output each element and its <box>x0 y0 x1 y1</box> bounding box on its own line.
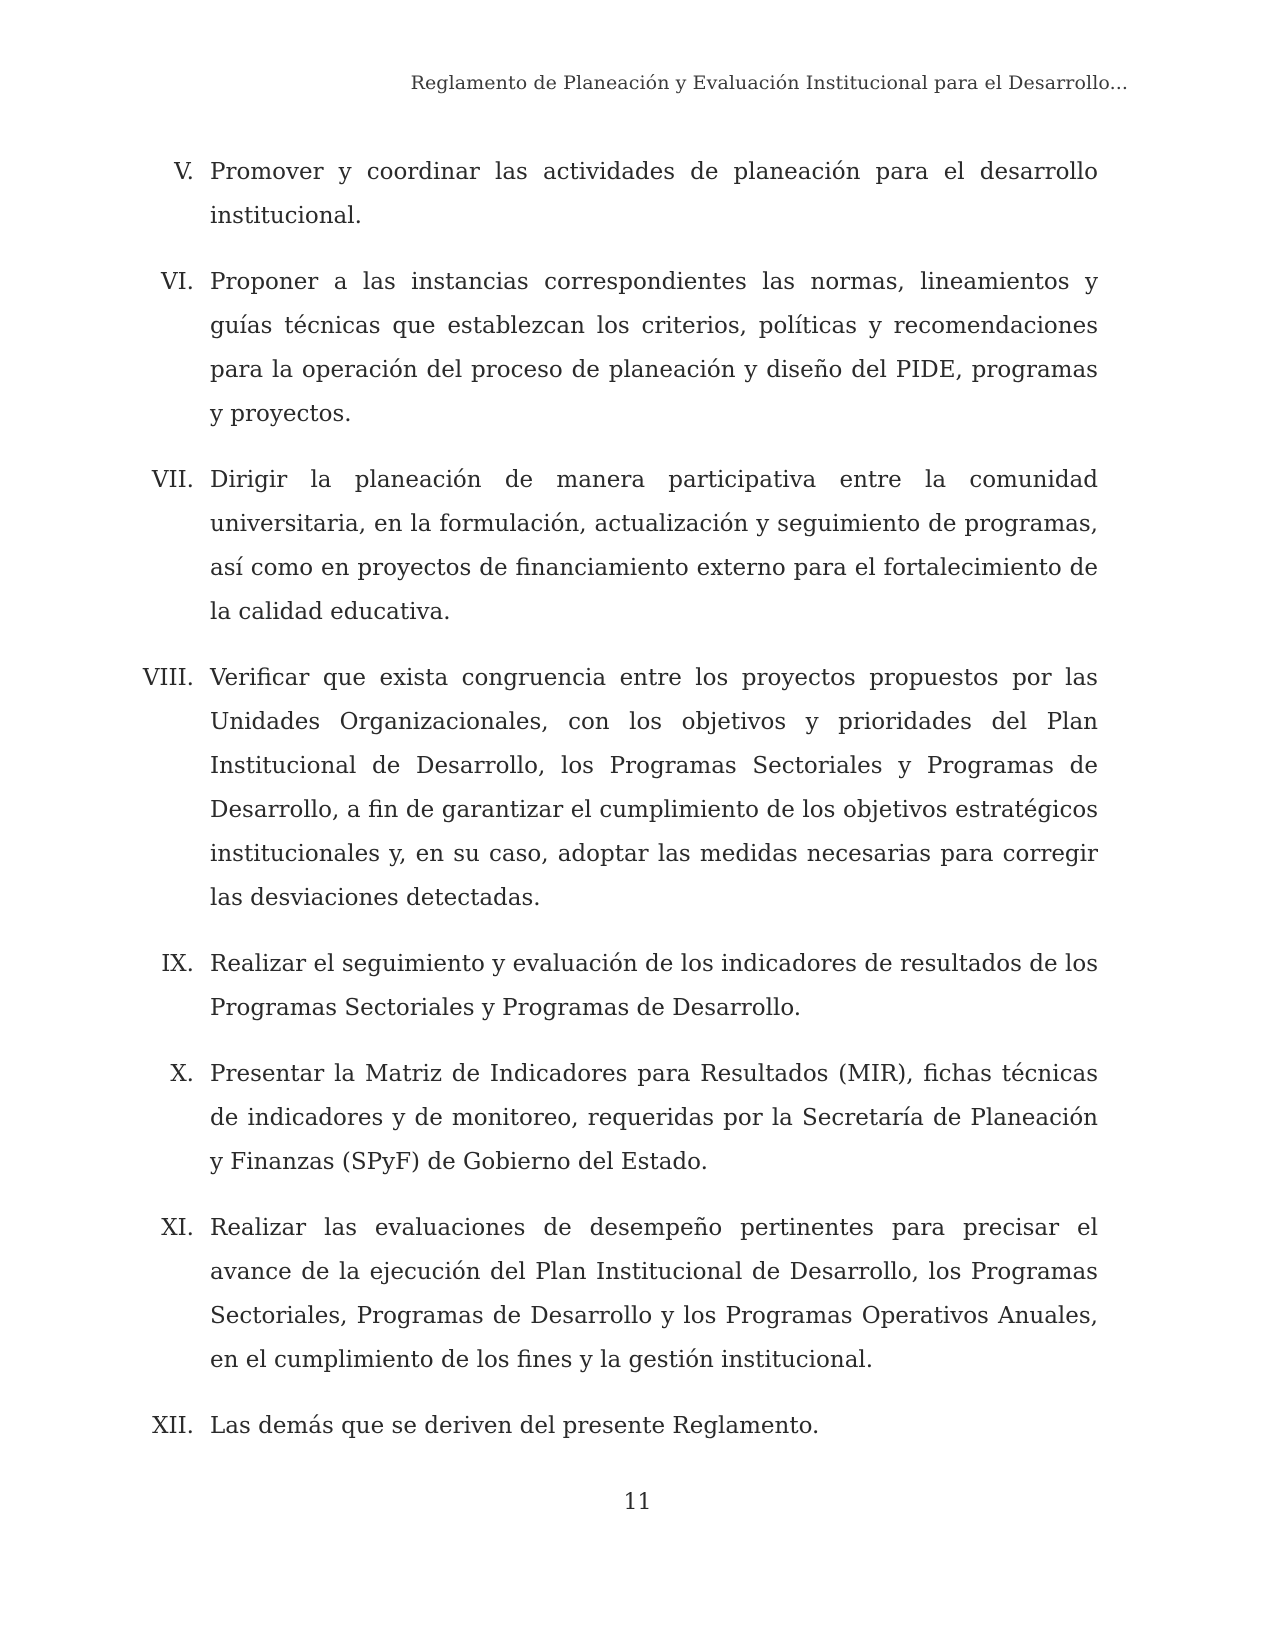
page-number: 11 <box>623 1490 652 1515</box>
list-item-xii <box>0 1404 1275 1448</box>
item-numeral: XII. <box>152 1413 194 1439</box>
item-numeral: VIII. <box>142 665 194 691</box>
item-numeral: X. <box>170 1061 194 1087</box>
item-text: Presentar la Matriz de Indicadores para Resultados (MIR), fichas técnicas de indicadores y de monitoreo, requeridas por la Secretaría de Planeación y Finanzas (SPyF) de Gobierno del Estado. <box>210 1061 1098 1175</box>
item-numeral: VI. <box>160 269 194 295</box>
item-numeral: IX. <box>161 951 194 977</box>
list-item-vii <box>0 458 1275 634</box>
item-numeral: VII. <box>151 467 194 493</box>
running-header: Reglamento de Planeación y Evaluación Institucional para el Desarrollo... <box>410 72 1128 94</box>
item-numeral: V. <box>174 159 194 185</box>
list-item-viii <box>0 656 1275 920</box>
item-text: Realizar las evaluaciones de desempeño pertinentes para precisar el avance de la ejecución del Plan Institucional de Desarrollo, los Programas Sectoriales, Programas de Desarrollo y los Programas Operativos Anuales, en el cumplimiento de los fines y la gestión institucional. <box>210 1215 1098 1373</box>
item-text: Proponer a las instancias correspondientes las normas, lineamientos y guías técnicas que establezcan los criterios, políticas y recomendaciones para la operación del proceso de planeación y diseño del PIDE, programas y proyectos. <box>210 269 1098 427</box>
list-item-x <box>0 1052 1275 1184</box>
item-text: Realizar el seguimiento y evaluación de los indicadores de resultados de los Programas Sectoriales y Programas de Desarrollo. <box>210 951 1098 1021</box>
item-numeral: XI. <box>161 1215 194 1241</box>
item-text: Dirigir la planeación de manera participativa entre la comunidad universitaria, en la formulación, actualización y seguimiento de programas, así como en proyectos de financiamiento externo para el fortalecimiento de la calidad educativa. <box>210 467 1098 625</box>
list-item-v <box>0 150 1275 238</box>
list-item-ix <box>0 942 1275 1030</box>
list-item-xi <box>0 1206 1275 1382</box>
item-text: Verificar que exista congruencia entre los proyectos propuestos por las Unidades Organizacionales, con los objetivos y prioridades del Plan Institucional de Desarrollo, los Programas Sectoriales y Programas de Desarrollo, a fin de garantizar el cumplimiento de los objetivos estratégicos institucionales y, en su caso, adoptar las medidas necesarias para corregir las desviaciones detectadas. <box>210 665 1098 911</box>
list-item-vi <box>0 260 1275 436</box>
numbered-list <box>0 150 1275 1470</box>
item-text: Las demás que se deriven del presente Reglamento. <box>210 1413 820 1439</box>
item-text: Promover y coordinar las actividades de planeación para el desarrollo institucional. <box>210 159 1098 229</box>
